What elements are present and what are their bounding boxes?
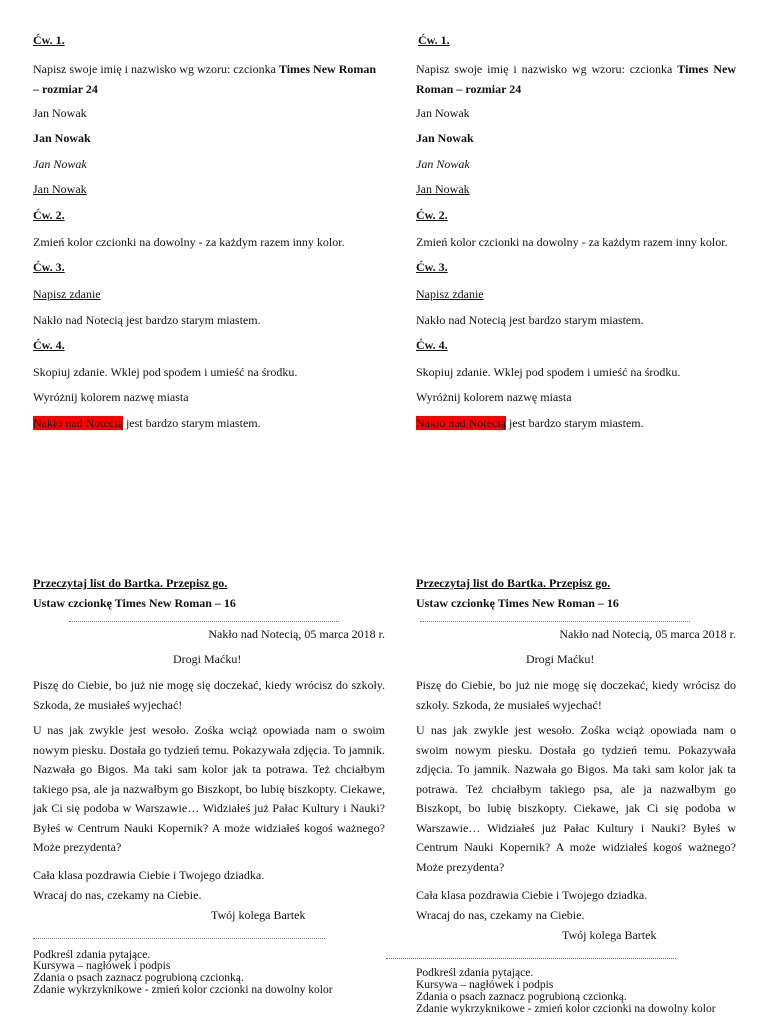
letter-task-title: Przeczytaj list do Bartka. Przepisz go. <box>33 576 228 590</box>
cw3-instruction: Napisz zdanie <box>416 287 484 301</box>
name-bold: Jan Nowak <box>33 131 91 145</box>
cw1-title: Ćw. 1. <box>418 33 450 47</box>
letter-paragraph-3: Cała klasa pozdrawia Ciebie i Twojego dziadka. <box>416 888 648 902</box>
cw3-title: Ćw. 3. <box>416 260 448 274</box>
task-1: Podkreśl zdania pytające. <box>416 967 534 979</box>
cw3-instruction: Napisz zdanie <box>33 287 101 301</box>
task-1: Podkreśl zdania pytające. <box>33 949 151 961</box>
dotted-separator-2 <box>33 938 325 939</box>
letter-paragraph-4: Wracaj do nas, czekamy na Ciebie. <box>416 908 585 922</box>
dotted-separator <box>420 621 690 622</box>
letter-place-date: Nakło nad Notecią, 05 marca 2018 r. <box>208 627 385 641</box>
right-column <box>416 0 736 1024</box>
cw4-instruction: Skopiuj zdanie. Wklej pod spodem i umieść na środku. <box>416 365 681 379</box>
cw2-title: Ćw. 2. <box>416 208 448 222</box>
left-column <box>33 0 385 1024</box>
name-italic: Jan Nowak <box>416 157 470 171</box>
task-3: Zdania o psach zaznacz pogrubioną czcionką. <box>416 991 627 1003</box>
cw4-instruction-2: Wyróżnij kolorem nazwę miasta <box>33 390 189 404</box>
task-2: Kursywa – nagłówek i podpis <box>416 979 554 991</box>
letter-signature: Twój kolega Bartek <box>211 908 306 922</box>
task-2: Kursywa – nagłówek i podpis <box>33 960 171 972</box>
cw1-instruction: Napisz swoje imię i nazwisko wg wzoru: czcionka Times New Roman – rozmiar 24 <box>416 62 736 96</box>
name-underline: Jan Nowak <box>33 182 87 196</box>
dotted-separator <box>69 621 339 622</box>
letter-task-title: Przeczytaj list do Bartka. Przepisz go. <box>416 576 611 590</box>
letter-font-instruction: Ustaw czcionkę Times New Roman – 16 <box>33 596 236 610</box>
cw2-instruction: Zmień kolor czcionki na dowolny - za każdym razem inny kolor. <box>33 235 345 249</box>
letter-greeting: Drogi Maćku! <box>173 652 242 666</box>
task-4: Zdanie wykrzyknikowe - zmień kolor czcionki na dowolny kolor <box>33 984 333 996</box>
letter-greeting: Drogi Maćku! <box>526 652 595 666</box>
letter-paragraph-1: Piszę do Ciebie, bo już nie mogę się doczekać, kiedy wrócisz do szkoły. Szkoda, że musiałeś wyjechać! <box>33 678 385 712</box>
cw1-instruction: Napisz swoje imię i nazwisko wg wzoru: czcionka Times New Roman – rozmiar 24 <box>33 62 377 96</box>
dotted-separator-2 <box>386 958 676 959</box>
letter-paragraph-3: Cała klasa pozdrawia Ciebie i Twojego dziadka. <box>33 868 265 882</box>
name-plain: Jan Nowak <box>416 106 470 120</box>
cw4-instruction-2: Wyróżnij kolorem nazwę miasta <box>416 390 572 404</box>
letter-paragraph-1: Piszę do Ciebie, bo już nie mogę się doczekać, kiedy wrócisz do szkoły. Szkoda, że musiałeś wyjechać! <box>416 678 736 712</box>
cw4-title: Ćw. 4. <box>416 338 448 352</box>
letter-signature: Twój kolega Bartek <box>562 928 657 942</box>
letter-paragraph-2: U nas jak zwykle jest wesoło. Zośka wciąż opowiada nam o swoim nowym piesku. Dostała go tydzień temu. Pokazywała zdjęcia. To jamnik. Nazwała go Bigos. Ma taki sam kolor jak ta potrawa. Też chciałbym takiego psa, ale ja nazwałbym go Biszkopt, bo lubię biszkopty. Ciekawe, jak Ci się podoba w Warszawie… Widziałeś już Pałac Kultury i Nauki? Byłeś w Centrum Nauki Kopernik? A może widziałeś kogoś ważnego? Może prezydenta? <box>33 723 385 854</box>
cw3-title: Ćw. 3. <box>33 260 65 274</box>
highlighted-sentence: Nakło nad Notecią jest bardzo starym miastem. <box>33 416 261 430</box>
highlighted-city: Nakło nad Notecią <box>416 416 506 430</box>
name-plain: Jan Nowak <box>33 106 87 120</box>
name-bold: Jan Nowak <box>416 131 474 145</box>
sentence: Nakło nad Notecią jest bardzo starym miastem. <box>33 313 261 327</box>
highlighted-city: Nakło nad Notecią <box>33 416 123 430</box>
cw4-instruction: Skopiuj zdanie. Wklej pod spodem i umieść na środku. <box>33 365 298 379</box>
task-3: Zdania o psach zaznacz pogrubioną czcionką. <box>33 972 244 984</box>
cw2-title: Ćw. 2. <box>33 208 65 222</box>
letter-paragraph-4: Wracaj do nas, czekamy na Ciebie. <box>33 888 202 902</box>
highlighted-sentence: Nakło nad Notecią jest bardzo starym miastem. <box>416 416 644 430</box>
cw1-title: Ćw. 1. <box>33 33 65 47</box>
letter-place-date: Nakło nad Notecią, 05 marca 2018 r. <box>559 627 736 641</box>
task-4: Zdanie wykrzyknikowe - zmień kolor czcionki na dowolny kolor <box>416 1003 716 1015</box>
name-underline: Jan Nowak <box>416 182 470 196</box>
cw2-instruction: Zmień kolor czcionki na dowolny - za każdym razem inny kolor. <box>416 235 728 249</box>
cw4-title: Ćw. 4. <box>33 338 65 352</box>
letter-paragraph-2: U nas jak zwykle jest wesoło. Zośka wciąż opowiada nam o swoim nowym piesku. Dostała go tydzień temu. Pokazywała zdjęcia. To jamnik. Nazwała go Bigos. Ma taki sam kolor jak ta potrawa. Też chciałbym takiego psa, ale ja nazwałbym go Biszkopt, bo lubię biszkopty. Ciekawe, jak Ci się podoba w Warszawie… Widziałeś już Pałac Kultury i Nauki? Byłeś w Centrum Nauki Kopernik? A może widziałeś kogoś ważnego? Może prezydenta? <box>416 723 736 874</box>
letter-font-instruction: Ustaw czcionkę Times New Roman – 16 <box>416 596 619 610</box>
sentence: Nakło nad Notecią jest bardzo starym miastem. <box>416 313 644 327</box>
name-italic: Jan Nowak <box>33 157 87 171</box>
